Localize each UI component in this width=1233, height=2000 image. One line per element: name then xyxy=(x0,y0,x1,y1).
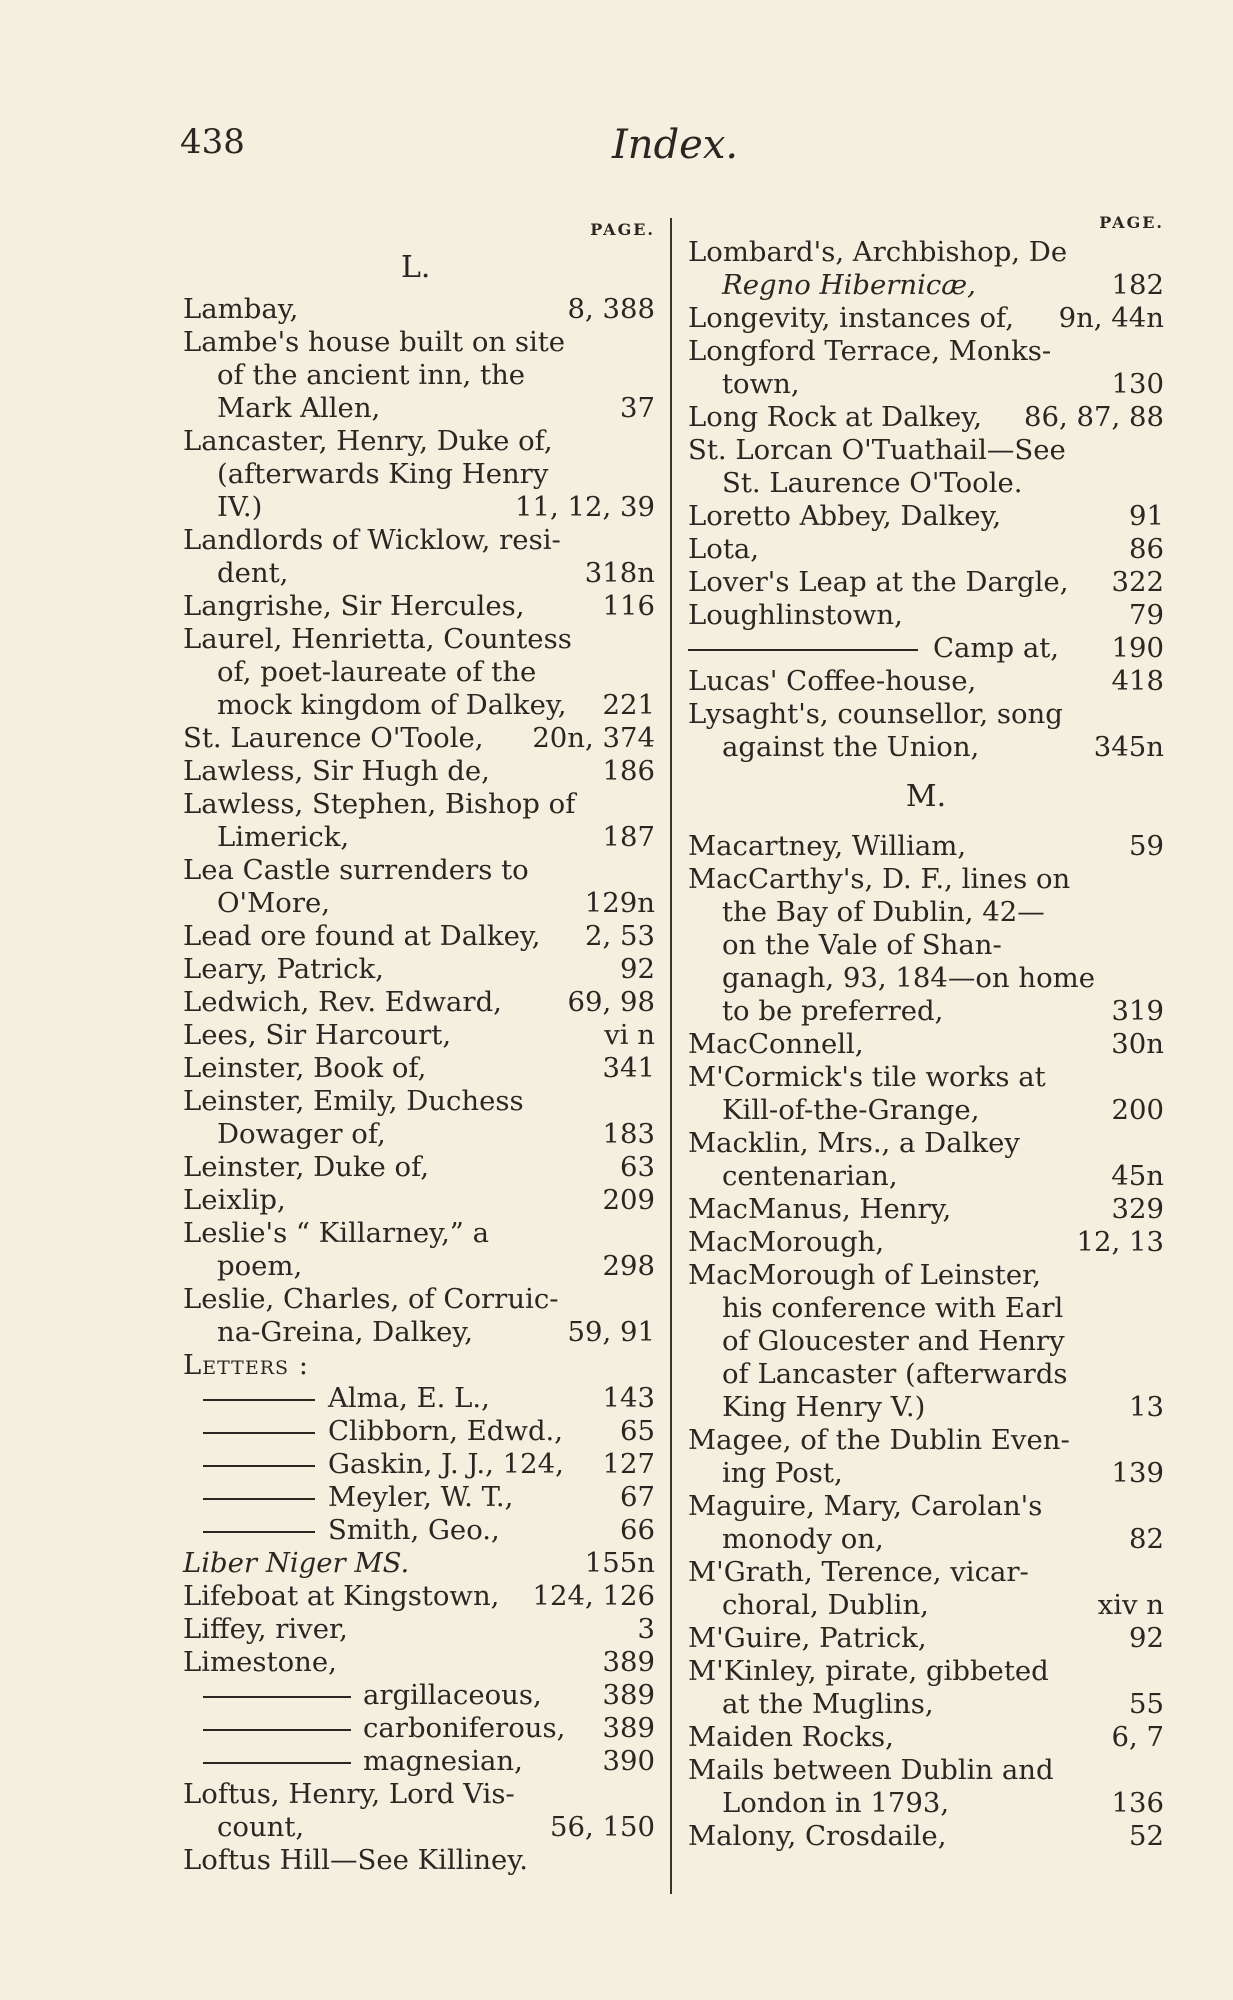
column-divider xyxy=(670,218,672,1894)
entry-text: Alma, E. L., xyxy=(328,1382,490,1414)
index-entry xyxy=(688,896,1164,929)
entry-text: of the ancient inn, the xyxy=(217,359,526,391)
entry-pages: 13 xyxy=(1129,1391,1164,1423)
entry-text: Regno Hibernicæ, xyxy=(722,269,976,301)
entry-pages: 129n xyxy=(584,887,655,919)
index-entry xyxy=(183,1745,655,1778)
index-entry xyxy=(688,665,1164,698)
entry-pages: 52 xyxy=(1129,1820,1164,1852)
index-entry xyxy=(688,1457,1164,1490)
running-title: Index. xyxy=(612,122,739,168)
left-entries xyxy=(183,293,655,1877)
index-entry xyxy=(183,1646,655,1679)
index-entry xyxy=(688,698,1164,731)
entry-pages: 67 xyxy=(620,1481,655,1513)
entry-pages: 221 xyxy=(602,689,655,721)
entry-text: dent, xyxy=(217,557,289,589)
page-label: PAGE. xyxy=(1099,213,1164,232)
index-entry xyxy=(183,1184,655,1217)
index-entry xyxy=(688,1325,1164,1358)
index-entry xyxy=(688,863,1164,896)
entry-text: Limerick, xyxy=(217,821,350,853)
entry-text: Gaskin, J. J., 124, xyxy=(328,1448,564,1480)
entry-text: Lambe's house built on site xyxy=(183,326,566,358)
index-entry xyxy=(688,1391,1164,1424)
index-entry xyxy=(183,689,655,722)
entry-text: St. Laurence O'Toole. xyxy=(722,467,1023,499)
entry-pages: 389 xyxy=(602,1646,655,1678)
entry-text: carboniferous, xyxy=(363,1712,566,1744)
entry-text: Lysaght's, counsellor, song xyxy=(688,698,1063,730)
ditto-rule xyxy=(203,1399,315,1401)
entry-pages: 322 xyxy=(1111,566,1164,598)
entry-text: Magee, of the Dublin Even- xyxy=(688,1424,1070,1456)
entry-text: Loftus Hill—See Killiney. xyxy=(183,1844,528,1876)
entry-pages: 37 xyxy=(620,392,655,424)
entry-text: Leslie, Charles, of Corruic- xyxy=(183,1283,559,1315)
index-entry xyxy=(183,392,655,425)
entry-text: Lawless, Stephen, Bishop of xyxy=(183,788,576,820)
entry-text: Maiden Rocks, xyxy=(688,1721,894,1753)
index-entry xyxy=(688,1094,1164,1127)
entry-text: MacManus, Henry, xyxy=(688,1193,952,1225)
entry-text: Lota, xyxy=(688,533,760,565)
index-entry xyxy=(183,590,655,623)
entry-pages: 56, 150 xyxy=(550,1811,655,1843)
entry-text: Ledwich, Rev. Edward, xyxy=(183,986,502,1018)
entry-text: St. Laurence O'Toole, xyxy=(183,722,484,754)
entry-text: Lover's Leap at the Dargle, xyxy=(688,566,1069,598)
index-entry xyxy=(183,326,655,359)
index-entry xyxy=(183,656,655,689)
entry-text: Letters : xyxy=(183,1349,310,1381)
entry-text: at the Muglins, xyxy=(722,1688,934,1720)
entry-pages: 20n, 374 xyxy=(532,722,655,754)
index-entry xyxy=(183,1349,655,1382)
index-entry xyxy=(183,722,655,755)
entry-text: MacConnell, xyxy=(688,1028,864,1060)
entry-text: Macklin, Mrs., a Dalkey xyxy=(688,1127,1020,1159)
entry-pages: 69, 98 xyxy=(567,986,655,1018)
index-entry xyxy=(183,887,655,920)
entry-pages: 79 xyxy=(1129,599,1164,631)
index-entry xyxy=(183,293,655,326)
page-label: PAGE. xyxy=(590,220,655,239)
index-entry xyxy=(183,1481,655,1514)
entry-text: Lead ore found at Dalkey, xyxy=(183,920,541,952)
entry-text: poem, xyxy=(217,1250,303,1282)
index-entry xyxy=(688,1292,1164,1325)
index-entry xyxy=(183,623,655,656)
entry-text: Lea Castle surrenders to xyxy=(183,854,529,886)
entry-pages: 59, 91 xyxy=(567,1316,655,1348)
entry-pages: 12, 13 xyxy=(1076,1226,1164,1258)
index-entry xyxy=(688,1556,1164,1589)
index-entry xyxy=(183,1712,655,1745)
index-entry xyxy=(183,1085,655,1118)
entry-pages: xiv n xyxy=(1097,1589,1164,1621)
entry-text: of Gloucester and Henry xyxy=(722,1325,1065,1357)
index-entry xyxy=(183,1250,655,1283)
entry-pages: vi n xyxy=(604,1019,655,1051)
index-entry xyxy=(183,1547,655,1580)
entry-text: the Bay of Dublin, 42— xyxy=(722,896,1045,928)
right-entries-m xyxy=(688,830,1164,1853)
entry-pages: 59 xyxy=(1129,830,1164,862)
entry-text: Lancaster, Henry, Duke of, xyxy=(183,425,553,457)
entry-text: monody on, xyxy=(722,1523,884,1555)
index-entry xyxy=(688,1655,1164,1688)
index-entry xyxy=(183,1019,655,1052)
page-number: 438 xyxy=(180,122,245,162)
ditto-rule xyxy=(203,1465,315,1467)
index-entry xyxy=(688,1721,1164,1754)
entry-pages: 66 xyxy=(620,1514,655,1546)
entry-pages: 2, 53 xyxy=(585,920,655,952)
entry-pages: 155n xyxy=(584,1547,655,1579)
index-entry xyxy=(688,1754,1164,1787)
entry-text: Leixlip, xyxy=(183,1184,286,1216)
entry-text: magnesian, xyxy=(363,1745,523,1777)
entry-text: Smith, Geo., xyxy=(328,1514,500,1546)
entry-pages: 91 xyxy=(1129,500,1164,532)
index-entry xyxy=(688,500,1164,533)
index-entry xyxy=(183,1811,655,1844)
left-column xyxy=(183,217,655,1877)
entry-pages: 55 xyxy=(1129,1688,1164,1720)
index-entry xyxy=(688,533,1164,566)
entry-text: Meyler, W. T., xyxy=(328,1481,514,1513)
index-entry xyxy=(183,1151,655,1184)
index-entry xyxy=(183,920,655,953)
index-entry xyxy=(183,986,655,1019)
entry-pages: 92 xyxy=(620,953,655,985)
index-entry xyxy=(688,269,1164,302)
index-entry xyxy=(688,995,1164,1028)
index-entry xyxy=(183,1316,655,1349)
entry-text: Mails between Dublin and xyxy=(688,1754,1054,1786)
index-entry xyxy=(183,557,655,590)
entry-pages: 116 xyxy=(602,590,655,622)
entry-text: M'Kinley, pirate, gibbeted xyxy=(688,1655,1049,1687)
entry-text: to be preferred, xyxy=(722,995,944,1027)
entry-text: mock kingdom of Dalkey, xyxy=(217,689,567,721)
index-entry xyxy=(183,1415,655,1448)
entry-text: O'More, xyxy=(217,887,330,919)
entry-text: Loftus, Henry, Lord Vis- xyxy=(183,1778,515,1810)
entry-text: against the Union, xyxy=(722,731,980,763)
entry-text: on the Vale of Shan- xyxy=(722,929,1002,961)
entry-pages: 3 xyxy=(637,1613,655,1645)
entry-text: IV.) xyxy=(217,491,263,523)
entry-text: Long Rock at Dalkey, xyxy=(688,401,982,433)
index-entry xyxy=(688,1028,1164,1061)
entry-text: Langrishe, Sir Hercules, xyxy=(183,590,525,622)
entry-pages: 418 xyxy=(1111,665,1164,697)
right-column xyxy=(688,210,1164,1853)
entry-text: M'Cormick's tile works at xyxy=(688,1061,1046,1093)
entry-pages: 329 xyxy=(1111,1193,1164,1225)
right-entries-l xyxy=(688,236,1164,764)
entry-pages: 187 xyxy=(602,821,655,853)
entry-pages: 186 xyxy=(602,755,655,787)
entry-text: centenarian, xyxy=(722,1160,898,1192)
entry-text: Dowager of, xyxy=(217,1118,386,1150)
entry-text: M'Guire, Patrick, xyxy=(688,1622,927,1654)
index-entry xyxy=(183,1514,655,1547)
entry-pages: 82 xyxy=(1129,1523,1164,1555)
entry-text: MacMorough, xyxy=(688,1226,885,1258)
index-entry xyxy=(183,1052,655,1085)
entry-text: Loretto Abbey, Dalkey, xyxy=(688,500,1002,532)
entry-pages: 127 xyxy=(602,1448,655,1480)
entry-text: Leinster, Duke of, xyxy=(183,1151,430,1183)
entry-text: London in 1793, xyxy=(722,1787,950,1819)
index-entry xyxy=(183,854,655,887)
entry-text: Lifeboat at Kingstown, xyxy=(183,1580,500,1612)
entry-text: Lambay, xyxy=(183,293,299,325)
index-entry xyxy=(183,1118,655,1151)
index-entry xyxy=(183,425,655,458)
index-entry xyxy=(688,929,1164,962)
index-entry xyxy=(183,458,655,491)
index-entry xyxy=(688,962,1164,995)
entry-pages: 130 xyxy=(1111,368,1164,400)
index-entry xyxy=(688,731,1164,764)
entry-pages: 341 xyxy=(602,1052,655,1084)
entry-text: Mark Allen, xyxy=(217,392,381,424)
entry-text: King Henry V.) xyxy=(722,1391,926,1423)
entry-text: town, xyxy=(722,368,800,400)
entry-text: MacCarthy's, D. F., lines on xyxy=(688,863,1071,895)
ditto-rule xyxy=(203,1531,315,1533)
index-entry xyxy=(183,491,655,524)
entry-pages: 182 xyxy=(1111,269,1164,301)
entry-text: of Lancaster (afterwards xyxy=(722,1358,1068,1390)
index-entry xyxy=(688,1127,1164,1160)
entry-text: Malony, Crosdaile, xyxy=(688,1820,947,1852)
entry-pages: 86 xyxy=(1129,533,1164,565)
index-entry xyxy=(183,1580,655,1613)
entry-pages: 30n xyxy=(1111,1028,1164,1060)
entry-text: (afterwards King Henry xyxy=(217,458,549,490)
entry-text: Limestone, xyxy=(183,1646,337,1678)
entry-pages: 139 xyxy=(1111,1457,1164,1489)
section-letter-m: M. xyxy=(905,779,947,814)
ditto-rule xyxy=(203,1498,315,1500)
index-entry xyxy=(183,359,655,392)
entry-text: ing Post, xyxy=(722,1457,843,1489)
entry-pages: 136 xyxy=(1111,1787,1164,1819)
entry-pages: 298 xyxy=(602,1250,655,1282)
index-entry xyxy=(183,1382,655,1415)
index-entry xyxy=(688,302,1164,335)
entry-pages: 390 xyxy=(602,1745,655,1777)
index-entry xyxy=(688,236,1164,269)
index-entry xyxy=(688,1688,1164,1721)
entry-text: St. Lorcan O'Tuathail—See xyxy=(688,434,1066,466)
index-entry xyxy=(688,1424,1164,1457)
ditto-rule xyxy=(203,1729,351,1731)
entry-text: Macartney, William, xyxy=(688,830,967,862)
index-entry xyxy=(688,1160,1164,1193)
entry-text: Lombard's, Archbishop, De xyxy=(688,236,1068,268)
section-letter-l: L. xyxy=(401,250,431,285)
entry-pages: 389 xyxy=(602,1712,655,1744)
index-entry xyxy=(688,1820,1164,1853)
index-entry xyxy=(688,401,1164,434)
entry-text: Liber Niger MS. xyxy=(183,1547,410,1579)
index-entry xyxy=(688,467,1164,500)
entry-pages: 45n xyxy=(1111,1160,1164,1192)
entry-pages: 9n, 44n xyxy=(1058,302,1164,334)
entry-text: Lucas' Coffee-house, xyxy=(688,665,977,697)
index-entry xyxy=(688,632,1164,665)
entry-pages: 389 xyxy=(602,1679,655,1711)
index-entry xyxy=(688,1061,1164,1094)
entry-text: Leslie's “ Killarney,” a xyxy=(183,1217,490,1249)
index-entry xyxy=(183,524,655,557)
entry-text: of, poet-laureate of the xyxy=(217,656,537,688)
entry-text: Landlords of Wicklow, resi- xyxy=(183,524,561,556)
ditto-rule xyxy=(203,1696,351,1698)
entry-pages: 318n xyxy=(584,557,655,589)
index-entry xyxy=(688,1787,1164,1820)
entry-text: Clibborn, Edwd., xyxy=(328,1415,564,1447)
entry-pages: 183 xyxy=(602,1118,655,1150)
entry-text: argillaceous, xyxy=(363,1679,542,1711)
entry-text: MacMorough of Leinster, xyxy=(688,1259,1041,1291)
ditto-rule xyxy=(203,1762,351,1764)
index-entry xyxy=(688,599,1164,632)
entry-text: M'Grath, Terence, vicar- xyxy=(688,1556,1029,1588)
entry-text: Leinster, Book of, xyxy=(183,1052,427,1084)
entry-text: Maguire, Mary, Carolan's xyxy=(688,1490,1043,1522)
index-entry xyxy=(688,368,1164,401)
index-entry xyxy=(688,1523,1164,1556)
index-entry xyxy=(183,755,655,788)
entry-text: Longford Terrace, Monks- xyxy=(688,335,1052,367)
index-entry xyxy=(688,335,1164,368)
entry-text: Laurel, Henrietta, Countess xyxy=(183,623,572,655)
entry-pages: 63 xyxy=(620,1151,655,1183)
index-entry xyxy=(688,830,1164,863)
entry-text: Liffey, river, xyxy=(183,1613,348,1645)
entry-text: Lawless, Sir Hugh de, xyxy=(183,755,490,787)
index-entry xyxy=(183,1778,655,1811)
index-entry xyxy=(688,1490,1164,1523)
index-entry xyxy=(183,1844,655,1877)
index-entry xyxy=(183,788,655,821)
ditto-rule xyxy=(688,649,918,651)
index-entry xyxy=(183,1283,655,1316)
index-entry xyxy=(688,1259,1164,1292)
entry-text: Kill-of-the-Grange, xyxy=(722,1094,980,1126)
entry-pages: 345n xyxy=(1093,731,1164,763)
entry-pages: 319 xyxy=(1111,995,1164,1027)
entry-pages: 200 xyxy=(1111,1094,1164,1126)
index-entry xyxy=(183,1613,655,1646)
index-entry xyxy=(688,1589,1164,1622)
entry-pages: 190 xyxy=(1111,632,1164,664)
entry-pages: 11, 12, 39 xyxy=(515,491,655,523)
entry-pages: 8, 388 xyxy=(567,293,655,325)
ditto-rule xyxy=(203,1432,315,1434)
entry-pages: 6, 7 xyxy=(1111,1721,1164,1753)
index-entry xyxy=(688,1622,1164,1655)
entry-pages: 209 xyxy=(602,1184,655,1216)
index-entry xyxy=(688,566,1164,599)
entry-pages: 86, 87, 88 xyxy=(1024,401,1164,433)
entry-text: count, xyxy=(217,1811,305,1843)
index-entry xyxy=(688,1358,1164,1391)
entry-text: Loughlinstown, xyxy=(688,599,903,631)
index-entry xyxy=(688,1226,1164,1259)
entry-text: ganagh, 93, 184—on home xyxy=(722,962,1095,994)
entry-pages: 124, 126 xyxy=(532,1580,655,1612)
entry-text: Longevity, instances of, xyxy=(688,302,1014,334)
entry-text: Lees, Sir Harcourt, xyxy=(183,1019,452,1051)
entry-text: Camp at, xyxy=(933,632,1060,664)
entry-pages: 143 xyxy=(602,1382,655,1414)
entry-text: his conference with Earl xyxy=(722,1292,1064,1324)
index-entry xyxy=(183,821,655,854)
entry-text: choral, Dublin, xyxy=(722,1589,929,1621)
entry-pages: 92 xyxy=(1129,1622,1164,1654)
entry-text: Leinster, Emily, Duchess xyxy=(183,1085,524,1117)
entry-text: Leary, Patrick, xyxy=(183,953,384,985)
index-entry xyxy=(183,953,655,986)
index-entry xyxy=(183,1679,655,1712)
index-entry xyxy=(183,1448,655,1481)
page-header xyxy=(0,122,1233,182)
index-entry xyxy=(183,1217,655,1250)
entry-pages: 65 xyxy=(620,1415,655,1447)
index-entry xyxy=(688,1193,1164,1226)
index-entry xyxy=(688,434,1164,467)
entry-text: na-Greina, Dalkey, xyxy=(217,1316,473,1348)
